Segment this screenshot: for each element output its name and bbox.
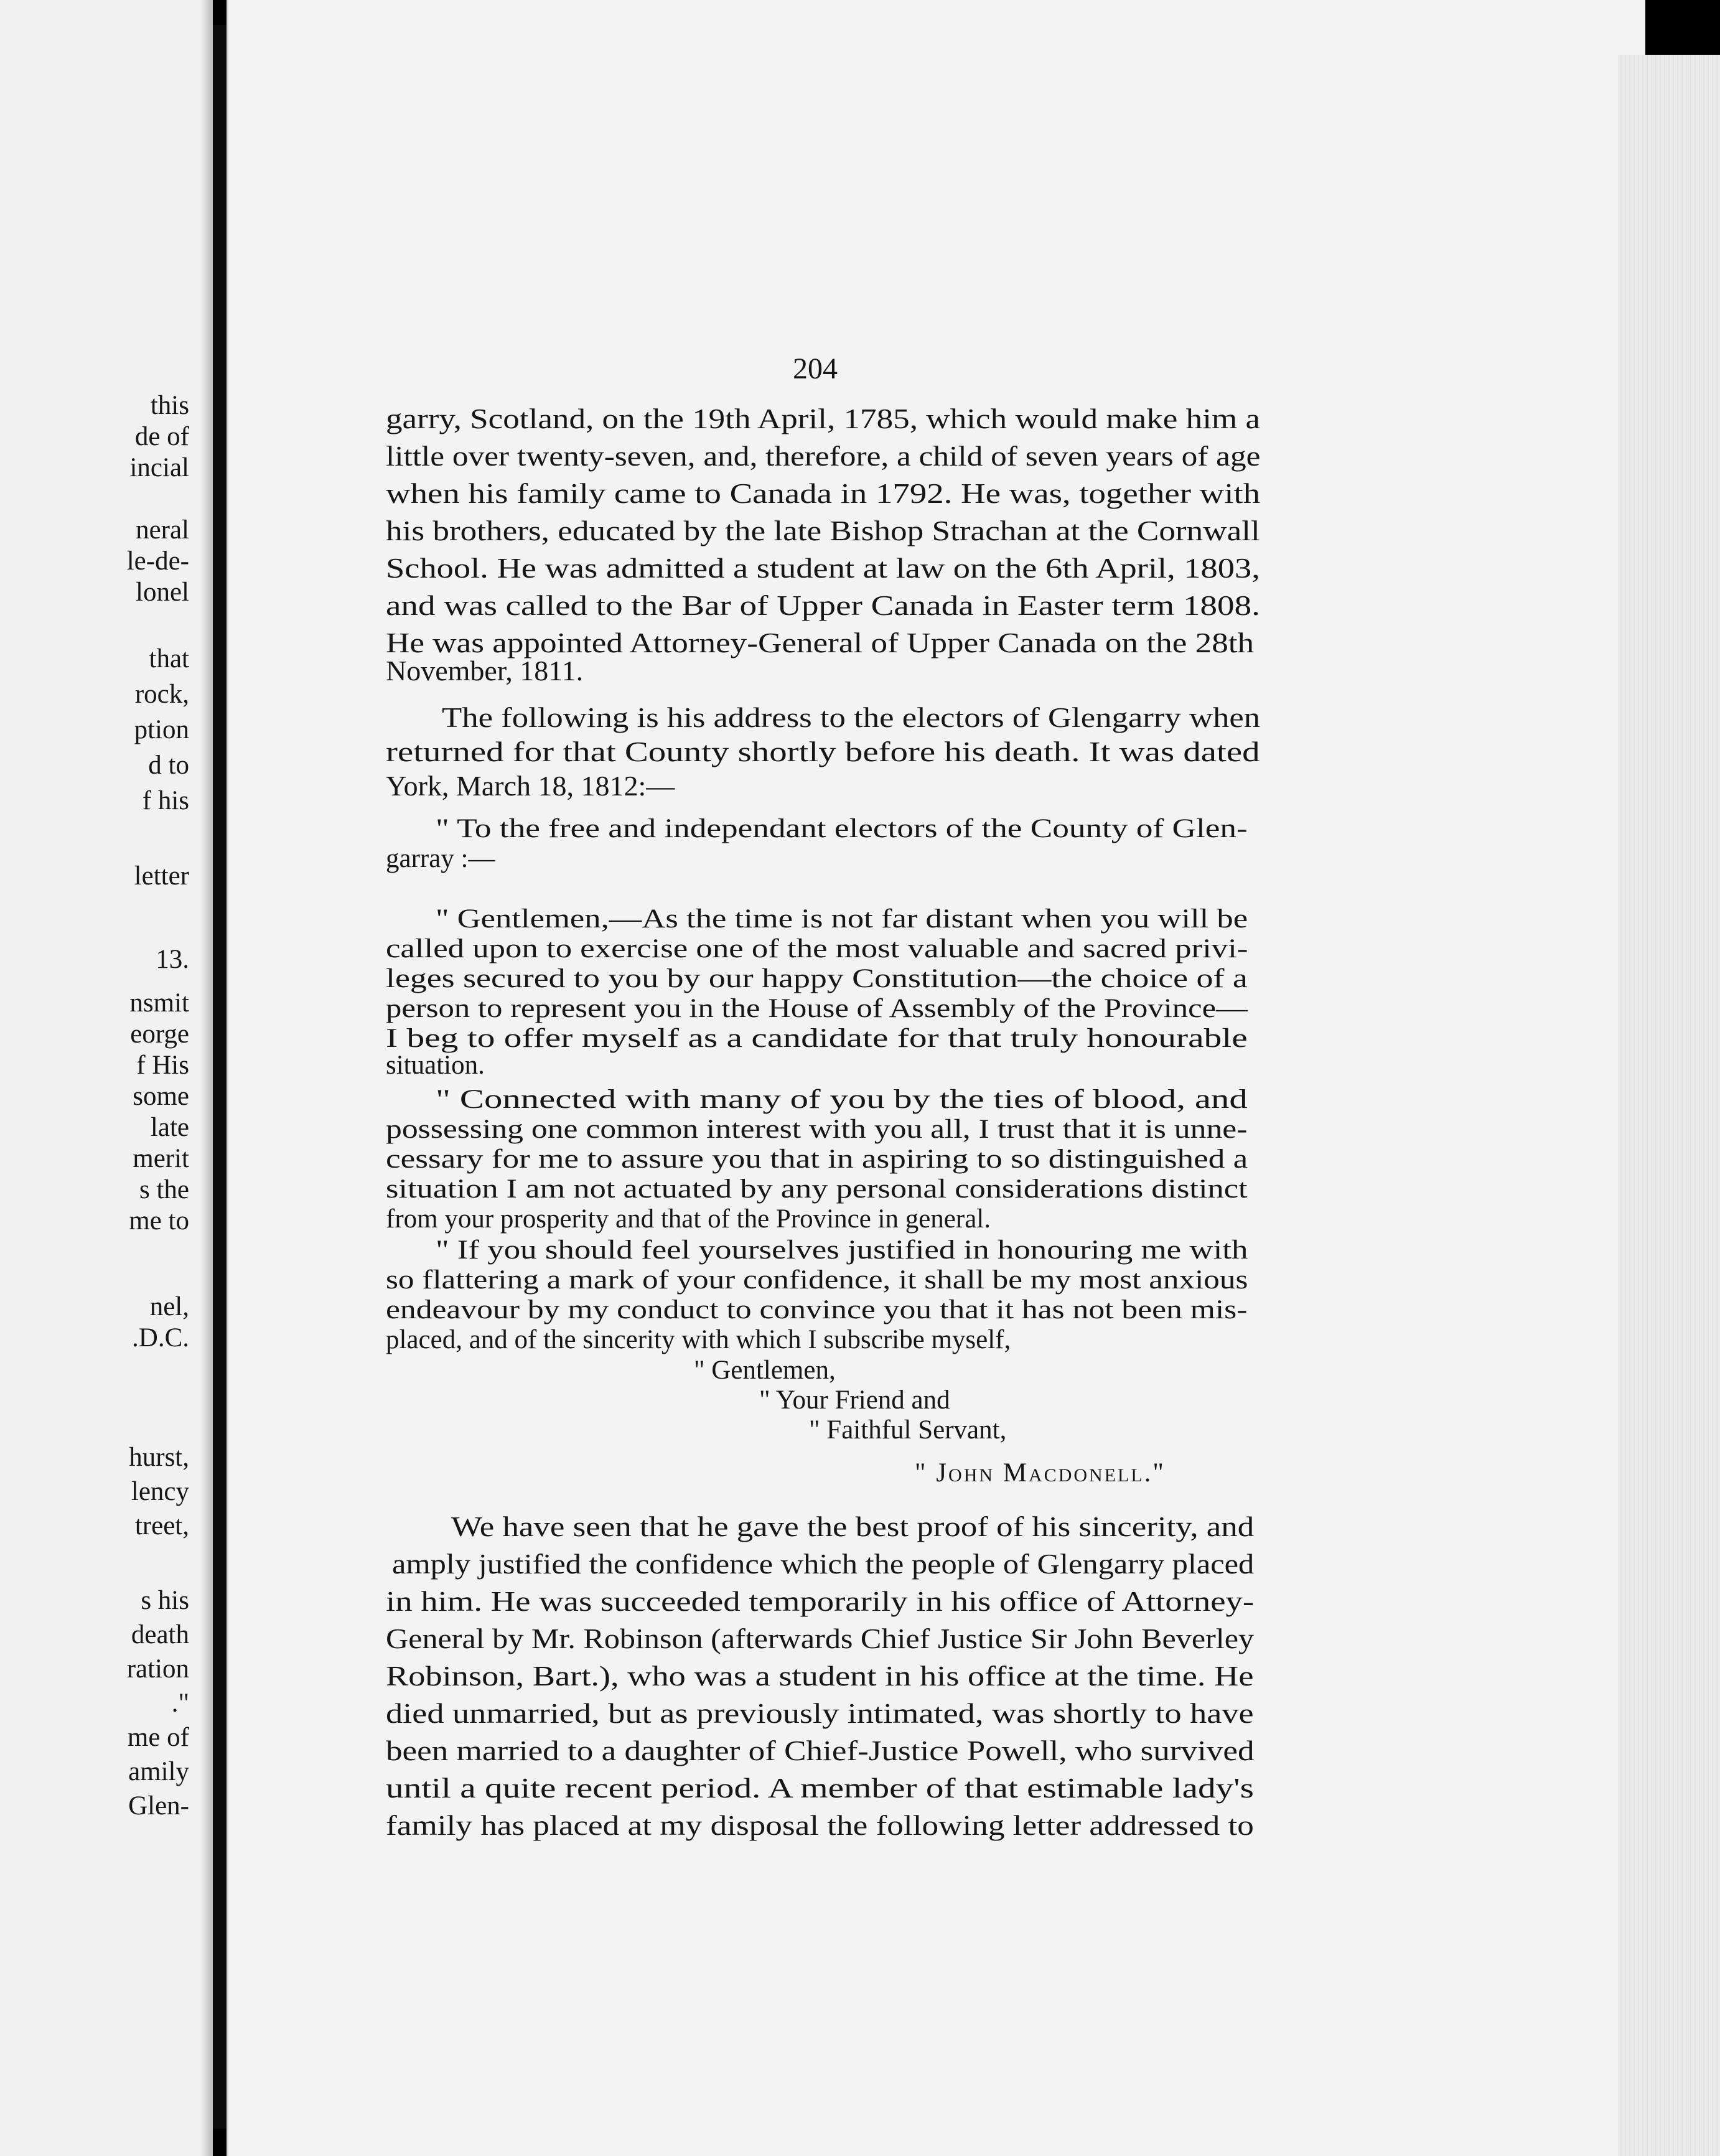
text-line: We have seen that he gave the best proof of his sincerity, and (451, 1511, 1255, 1542)
left-page-line: some (133, 1082, 189, 1111)
left-page-line: me of (127, 1723, 189, 1752)
text-line: Robinson, Bart.), who was a student in his office at the time. He (386, 1660, 1254, 1692)
text-line: The following is his address to the electors of Glengarry when (442, 701, 1261, 733)
text-line: He was appointed Attorney-General of Upper Canada on the 28th (386, 627, 1255, 659)
text-line: died unmarried, but as previously intimated, was shortly to have (386, 1697, 1254, 1729)
left-page-line: hurst, (129, 1443, 189, 1472)
left-page-line: d to (148, 751, 189, 780)
left-page-line: le-de- (126, 546, 189, 576)
left-page-line: f His (136, 1051, 189, 1080)
left-page-line: lency (131, 1477, 189, 1506)
text-line: been married to a daughter of Chief-Justice Powell, who survived (386, 1735, 1255, 1766)
left-page-line: lonel (136, 578, 189, 607)
letter-line: " Connected with many of you by the ties of blood, and (436, 1085, 1248, 1114)
letter-signature: " John Macdonell." (915, 1458, 1166, 1488)
letter-line: leges secured to you by our happy Constitution—the choice of a (386, 964, 1248, 993)
letter-salutation: " To the free and independant electors of the County of Glen- (436, 814, 1248, 843)
letter-line: endeavour by my conduct to convince you that it has not been mis- (386, 1295, 1248, 1324)
text-line: his brothers, educated by the late Bishop Strachan at the Cornwall (386, 515, 1260, 546)
text-line: November, 1811. (386, 655, 584, 687)
letter-line: from your prosperity and that of the Province in general. (386, 1204, 991, 1234)
left-page-line: nsmit (129, 988, 189, 1018)
letter-line: situation I am not actuated by any personal considerations distinct (386, 1174, 1248, 1204)
left-page-line: rock, (134, 680, 189, 709)
letter-line: situation. (386, 1051, 485, 1080)
letter-line: possessing one common interest with you all, I trust that it is unne- (386, 1115, 1248, 1144)
left-page-line: late (150, 1113, 189, 1142)
letter-line: " Gentlemen,—As the time is not far distant when you will be (436, 904, 1248, 934)
text-line: amply justified the confidence which the people of Glengarry placed (392, 1548, 1255, 1580)
left-page-line: de of (134, 422, 189, 451)
text-line: in him. He was succeeded temporarily in his office of Attorney- (386, 1585, 1255, 1617)
text-line: and was called to the Bar of Upper Canada in Easter term 1808. (386, 589, 1260, 621)
left-page-line: s his (141, 1586, 189, 1615)
letter-line: " If you should feel yourselves justified in honouring me with (436, 1235, 1248, 1265)
text-line: garry, Scotland, on the 19th April, 1785, which would make him a (386, 403, 1261, 434)
letter-line: so flattering a mark of your confidence, it shall be my most anxious (386, 1265, 1248, 1295)
left-page-line: me to (129, 1206, 189, 1235)
left-page-line: eorge (130, 1019, 189, 1049)
text-line: family has placed at my disposal the following letter addressed to (386, 1809, 1254, 1841)
left-page-line: ration (126, 1654, 189, 1684)
page-number: 204 (793, 352, 838, 385)
left-page-line: incial (129, 453, 189, 482)
text-line: School. He was admitted a student at law on the 6th April, 1803, (386, 552, 1260, 584)
text-line: York, March 18, 1812:— (386, 770, 675, 802)
left-page-line: amily (128, 1757, 189, 1786)
letter-line: cessary for me to assure you that in aspiring to so distinguished a (386, 1145, 1248, 1174)
letter-closing: " Faithful Servant, (809, 1415, 1007, 1445)
letter-closing: " Gentlemen, (694, 1356, 836, 1385)
letter-salutation: garray :— (386, 844, 495, 873)
text-line: until a quite recent period. A member of that estimable lady's (386, 1772, 1254, 1804)
left-page-line: s the (139, 1175, 189, 1204)
left-page-line: Glen- (128, 1791, 189, 1821)
left-page-line: letter (134, 861, 189, 891)
left-page-line: this (150, 391, 189, 420)
left-page-line: ." (171, 1689, 189, 1718)
letter-line: person to represent you in the House of Assembly of the Province— (386, 994, 1248, 1023)
left-page-line: neral (136, 515, 189, 545)
letter-line: called upon to exercise one of the most valuable and sacred privi- (386, 934, 1248, 963)
left-page-line: that (149, 644, 189, 673)
left-page-fragment (0, 0, 213, 2156)
left-page-line: 13. (156, 945, 189, 974)
text-line: General by Mr. Robinson (afterwards Chief Justice Sir John Beverley (386, 1623, 1255, 1654)
left-page-line: nel, (149, 1292, 189, 1321)
text-line: little over twenty-seven, and, therefore, a child of seven years of age (386, 440, 1261, 472)
left-page-line: ption (134, 715, 189, 744)
text-line: when his family came to Canada in 1792. He was, together with (386, 477, 1261, 509)
left-page-line: .D.C. (132, 1323, 189, 1352)
left-page-line: death (131, 1620, 189, 1649)
left-page-line: merit (133, 1144, 189, 1173)
left-page-line: f his (142, 786, 189, 815)
left-page-gutter (200, 0, 213, 2156)
letter-closing: " Your Friend and (759, 1385, 950, 1415)
page-edges (1618, 55, 1720, 2156)
left-page-line: treet, (134, 1511, 189, 1540)
letter-line: placed, and of the sincerity with which I subscribe myself, (386, 1325, 1011, 1354)
letter-line: I beg to offer myself as a candidate for that truly honourable (386, 1024, 1248, 1053)
text-line: returned for that County shortly before his death. It was dated (386, 736, 1260, 767)
book-spine (213, 25, 227, 2129)
